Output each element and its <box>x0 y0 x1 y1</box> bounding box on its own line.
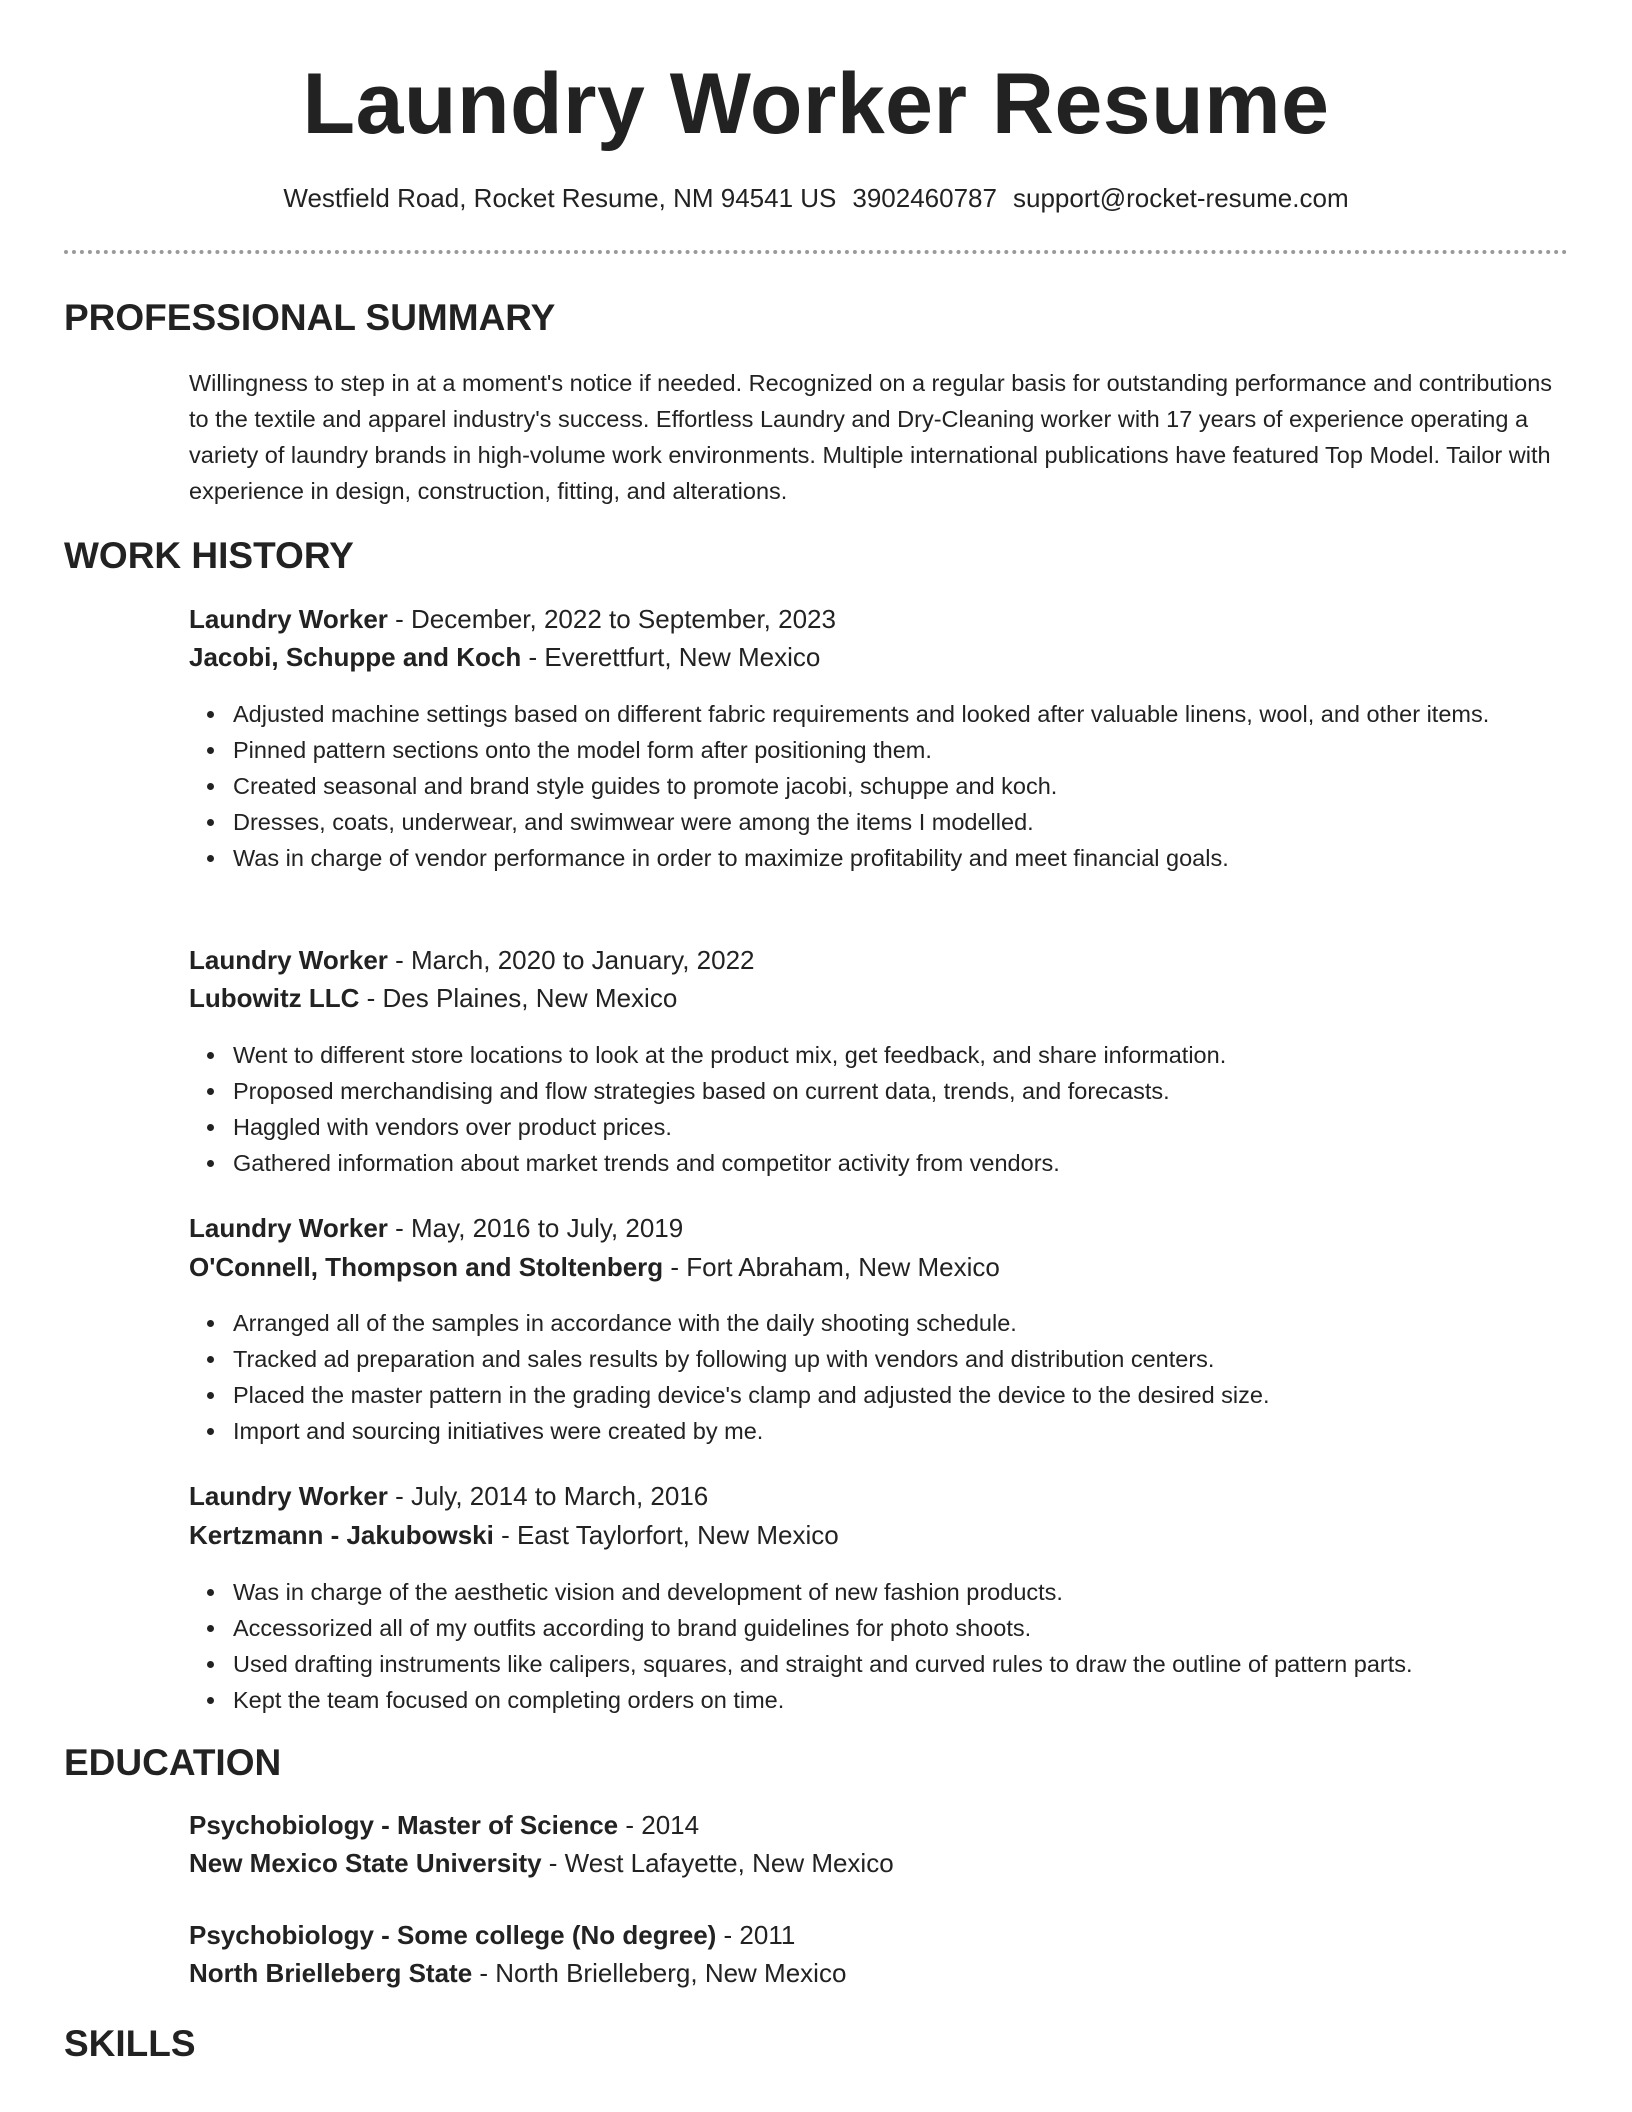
job-company: Kertzmann - Jakubowski <box>189 1520 494 1550</box>
education-location: - North Brielleberg, New Mexico <box>472 1958 847 1988</box>
job-bullet: Pinned pattern sections onto the model form after positioning them. <box>233 732 1573 768</box>
education-year: - 2011 <box>716 1920 796 1950</box>
job-title-line <box>189 600 836 638</box>
job-bullet: Proposed merchandising and flow strategies based on current data, trends, and forecasts. <box>233 1073 1573 1109</box>
job-company: Jacobi, Schuppe and Koch <box>189 642 522 672</box>
job-dates: - December, 2022 to September, 2023 <box>387 604 836 634</box>
job-company-line <box>189 1516 839 1554</box>
resume-title: Laundry Worker Resume <box>302 56 1330 152</box>
job-bullet: Created seasonal and brand style guides to promote jacobi, schuppe and koch. <box>233 768 1573 804</box>
job-bullet: Was in charge of vendor performance in order to maximize profitability and meet financial goals. <box>233 840 1573 876</box>
job-title: Laundry Worker <box>189 604 388 634</box>
job-bullet: Haggled with vendors over product prices. <box>233 1109 1573 1145</box>
summary-text: Willingness to step in at a moment's notice if needed. Recognized on a regular basis for outstanding performance and contributions to the textile and apparel industry's success. Effortless Laundry and Dry-Cleaning worker with 17 years of experience operating a variety of laundry brands in high-volume work environments. Multiple international publications have featured Top Model. Tailor with experience in design, construction, fitting, and alterations. <box>189 370 1553 504</box>
education-heading: EDUCATION <box>64 1742 282 1783</box>
education-school-line <box>189 1954 846 1992</box>
job-bullets <box>189 1037 1573 1181</box>
job-title: Laundry Worker <box>189 1213 388 1243</box>
education-degree-line <box>189 1916 795 1954</box>
job-title-line <box>189 1209 683 1247</box>
job-dates: - May, 2016 to July, 2019 <box>387 1213 684 1243</box>
job-title-line <box>189 1477 708 1515</box>
header-divider <box>64 250 1568 254</box>
job-location: - Everettfurt, New Mexico <box>521 642 821 672</box>
skills-heading: SKILLS <box>64 2023 196 2064</box>
job-bullet: Tracked ad preparation and sales results by following up with vendors and distribution centers. <box>233 1341 1573 1377</box>
education-school: North Brielleberg State <box>189 1958 473 1988</box>
education-degree: Psychobiology - Master of Science <box>189 1810 619 1840</box>
job-title: Laundry Worker <box>189 945 388 975</box>
job-bullets <box>189 1574 1573 1718</box>
education-year: - 2014 <box>618 1810 700 1840</box>
job-bullet: Kept the team focused on completing orders on time. <box>233 1682 1573 1718</box>
summary-heading: PROFESSIONAL SUMMARY <box>64 297 556 338</box>
job-location: - Fort Abraham, New Mexico <box>663 1252 1000 1282</box>
job-bullet: Was in charge of the aesthetic vision and development of new fashion products. <box>233 1574 1573 1610</box>
job-dates: - March, 2020 to January, 2022 <box>387 945 755 975</box>
contact-email: support@rocket-resume.com <box>1012 183 1349 213</box>
job-bullet: Arranged all of the samples in accordance with the daily shooting schedule. <box>233 1305 1573 1341</box>
job-company: O'Connell, Thompson and Stoltenberg <box>189 1252 664 1282</box>
job-bullet: Dresses, coats, underwear, and swimwear were among the items I modelled. <box>233 804 1573 840</box>
education-school-line <box>189 1844 894 1882</box>
contact-line <box>0 180 1632 216</box>
job-bullet: Placed the master pattern in the grading device's clamp and adjusted the device to the desired size. <box>233 1377 1573 1413</box>
job-company-line <box>189 638 820 676</box>
job-location: - East Taylorfort, New Mexico <box>493 1520 839 1550</box>
education-school: New Mexico State University <box>189 1848 542 1878</box>
contact-address: Westfield Road, Rocket Resume, NM 94541 US <box>283 183 837 213</box>
job-bullet: Adjusted machine settings based on different fabric requirements and looked after valuable linens, wool, and other items. <box>233 696 1573 732</box>
job-bullet: Import and sourcing initiatives were created by me. <box>233 1413 1573 1449</box>
education-degree: Psychobiology - Some college (No degree) <box>189 1920 717 1950</box>
job-company-line <box>189 1248 1000 1286</box>
job-title: Laundry Worker <box>189 1481 388 1511</box>
job-company: Lubowitz LLC <box>189 983 360 1013</box>
job-bullet: Gathered information about market trends and competitor activity from vendors. <box>233 1145 1573 1181</box>
job-title-line <box>189 941 755 979</box>
education-location: - West Lafayette, New Mexico <box>541 1848 894 1878</box>
education-degree-line <box>189 1806 699 1844</box>
contact-phone: 3902460787 <box>852 183 997 213</box>
job-company-line <box>189 979 677 1017</box>
work-history-heading: WORK HISTORY <box>64 535 354 576</box>
job-dates: - July, 2014 to March, 2016 <box>387 1481 709 1511</box>
job-bullets <box>189 1305 1573 1449</box>
job-bullet: Went to different store locations to look at the product mix, get feedback, and share information. <box>233 1037 1573 1073</box>
job-bullet: Accessorized all of my outfits according to brand guidelines for photo shoots. <box>233 1610 1573 1646</box>
job-bullet: Used drafting instruments like calipers, squares, and straight and curved rules to draw the outline of pattern parts. <box>233 1646 1573 1682</box>
job-location: - Des Plaines, New Mexico <box>359 983 678 1013</box>
job-bullets <box>189 696 1573 876</box>
